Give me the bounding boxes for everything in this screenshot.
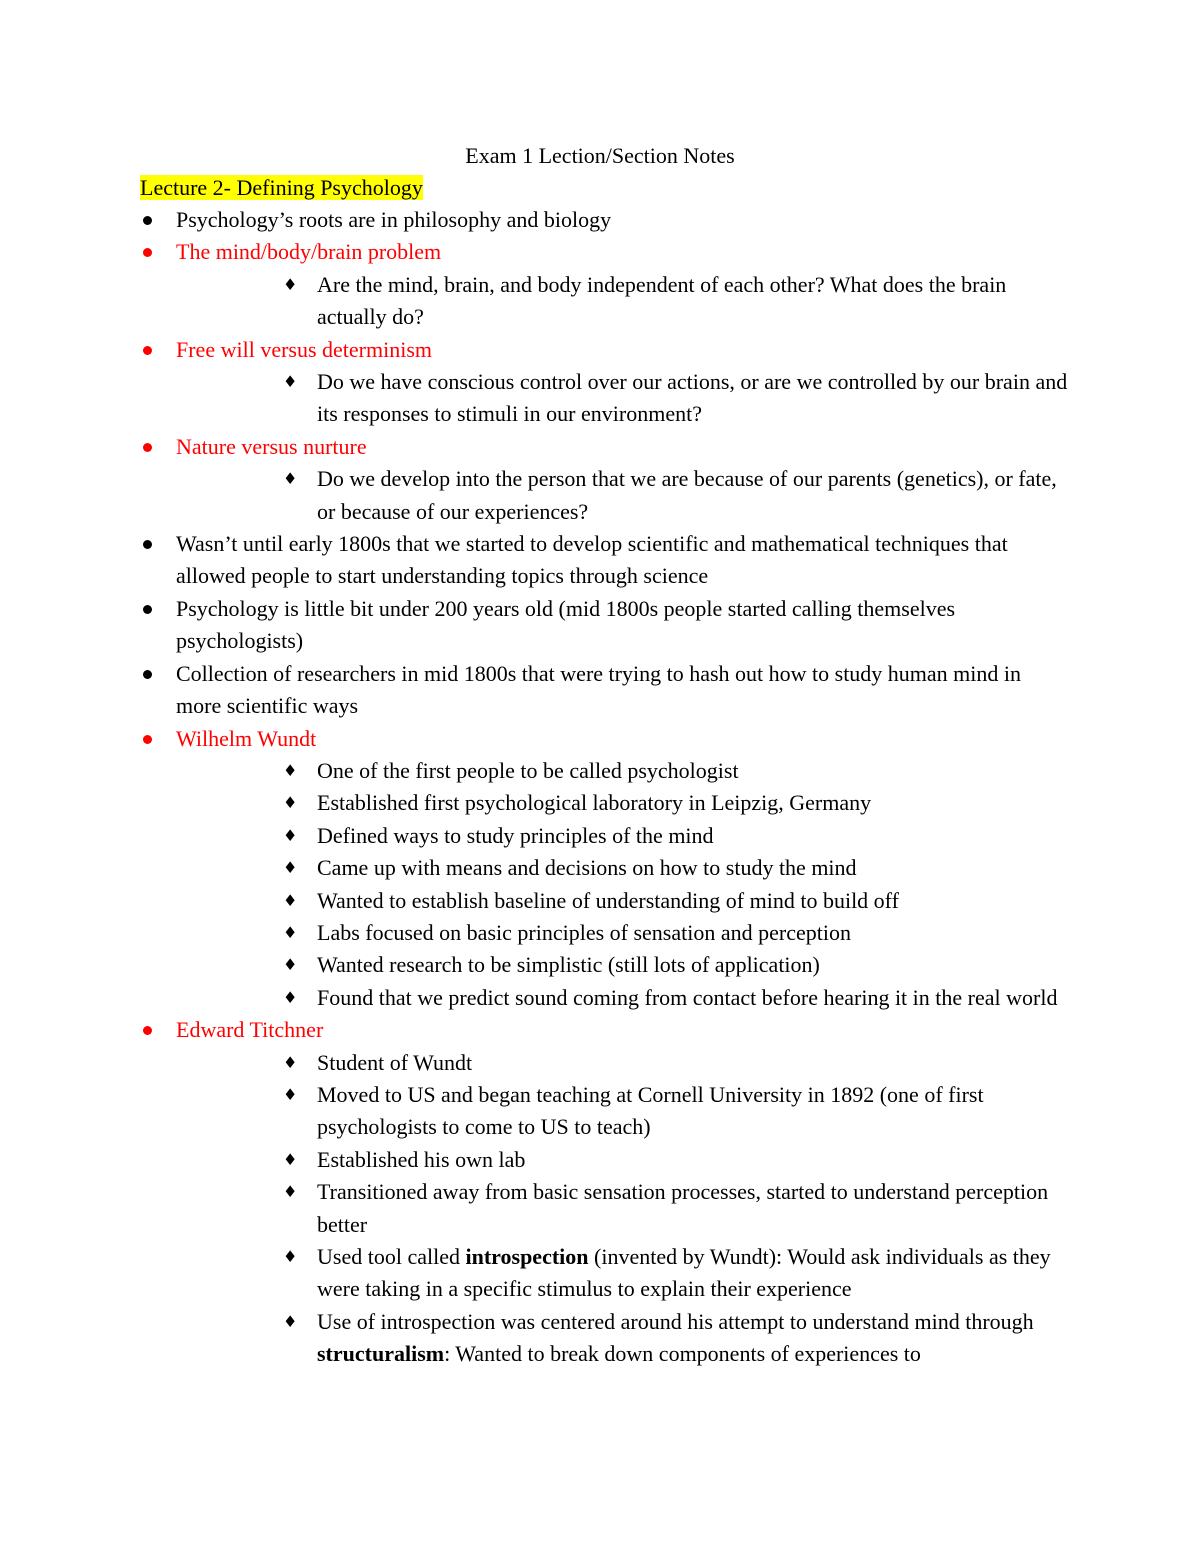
diamond-bullet-icon: ♦ — [283, 1247, 298, 1266]
sub-list-item: ♦ One of the first people to be called psychologist — [283, 757, 739, 783]
sub-list-item: ♦ Defined ways to study principles of the mind — [283, 822, 714, 848]
notes-body — [140, 172, 1070, 1371]
sub-list-item: ♦ Established first psychological laboratory in Leipzig, Germany — [283, 790, 872, 816]
bullet-icon — [143, 443, 152, 452]
sub-list-item: ♦ Labs focused on basic principles of sensation and perception — [283, 919, 851, 945]
list-item: Wasn’t until early 1800s that we started to develop scientific and mathematical techniques that allowed people to start understanding topics through science — [140, 528, 1070, 593]
sub-list-item: ♦ Student of Wundt — [283, 1049, 473, 1075]
sub-list-item: ♦ Are the mind, brain, and body independent of each other? What does the brain actually do? — [283, 271, 1007, 330]
diamond-bullet-icon: ♦ — [283, 760, 298, 780]
bold-term-structuralism: structuralism — [317, 1341, 445, 1367]
diamond-bullet-icon: ♦ — [283, 274, 298, 294]
sub-list-item: ♦ Use of introspection was centered around his attempt to understand mind through structuralism: Wanted to break down components of experiences to — [283, 1308, 1034, 1367]
sub-list-item: ♦ Moved to US and began teaching at Cornell University in 1892 (one of first psychologists to come to US to teach) — [283, 1081, 984, 1140]
bullet-icon — [143, 670, 152, 679]
diamond-bullet-icon: ♦ — [283, 793, 298, 813]
sub-list-item: ♦ Wanted research to be simplistic (still lots of application) — [283, 952, 820, 978]
diamond-bullet-icon: ♦ — [283, 922, 298, 942]
bullet-icon — [143, 1026, 152, 1035]
list-item-topic: Wilhelm Wundt — [140, 723, 1070, 755]
diamond-bullet-icon: ♦ — [283, 955, 298, 975]
list-item: Psychology is little bit under 200 years old (mid 1800s people started calling themselves psychologists) — [140, 593, 1070, 658]
diamond-bullet-icon: ♦ — [283, 469, 298, 489]
bullet-icon — [143, 216, 152, 225]
bold-term-introspection: introspection — [465, 1244, 589, 1269]
bullet-icon — [143, 248, 152, 257]
bullet-icon — [143, 605, 152, 614]
diamond-bullet-icon: ♦ — [283, 1311, 298, 1331]
bullet-icon — [143, 540, 152, 549]
diamond-bullet-icon: ♦ — [283, 1052, 298, 1072]
page-title: Exam 1 Lection/Section Notes — [465, 143, 735, 168]
bullet-icon — [143, 735, 152, 744]
highlighted-heading-text: Lecture 2- Defining Psychology — [140, 175, 423, 200]
list-item-topic: Edward Titchner — [140, 1014, 1070, 1046]
list-item-topic: Nature versus nurture — [140, 431, 1070, 463]
diamond-bullet-icon: ♦ — [283, 1084, 298, 1104]
diamond-bullet-icon: ♦ — [283, 890, 298, 910]
sub-list-item: ♦ Established his own lab — [283, 1146, 526, 1172]
diamond-bullet-icon: ♦ — [283, 825, 298, 845]
section-heading — [140, 172, 1070, 204]
sub-list-item: ♦ Wanted to establish baseline of understanding of mind to build off — [283, 887, 899, 913]
sub-list-item: ♦ Found that we predict sound coming from contact before hearing it in the real world — [283, 984, 1058, 1010]
list-item: Psychology’s roots are in philosophy and biology — [140, 204, 1070, 236]
list-item-topic: The mind/body/brain problem — [140, 236, 1070, 268]
diamond-bullet-icon: ♦ — [283, 987, 298, 1007]
sub-list-item: ♦ Do we have conscious control over our actions, or are we controlled by our brain and its responses to stimuli in our environment? — [283, 369, 1068, 427]
list-item: Collection of researchers in mid 1800s that were trying to hash out how to study human mind in more scientific ways — [140, 658, 1070, 723]
diamond-bullet-icon: ♦ — [283, 372, 298, 392]
diamond-bullet-icon: ♦ — [283, 858, 298, 878]
sub-list-item: ♦ Do we develop into the person that we are because of our parents (genetics), or fate, or because of our experiences? — [283, 466, 1057, 524]
sub-list-item: ♦ Used tool called introspection (invented by Wundt): Would ask individuals as they were taking in a specific stimulus to explain their experience — [283, 1244, 1051, 1302]
diamond-bullet-icon: ♦ — [283, 1182, 298, 1202]
diamond-bullet-icon: ♦ — [283, 1149, 298, 1169]
bullet-icon — [143, 346, 152, 355]
sub-list-item: ♦ Came up with means and decisions on how to study the mind — [283, 855, 857, 881]
sub-list-item: ♦ Transitioned away from basic sensation processes, started to understand perception better — [283, 1179, 1049, 1237]
list-item-topic: Free will versus determinism — [140, 334, 1070, 366]
